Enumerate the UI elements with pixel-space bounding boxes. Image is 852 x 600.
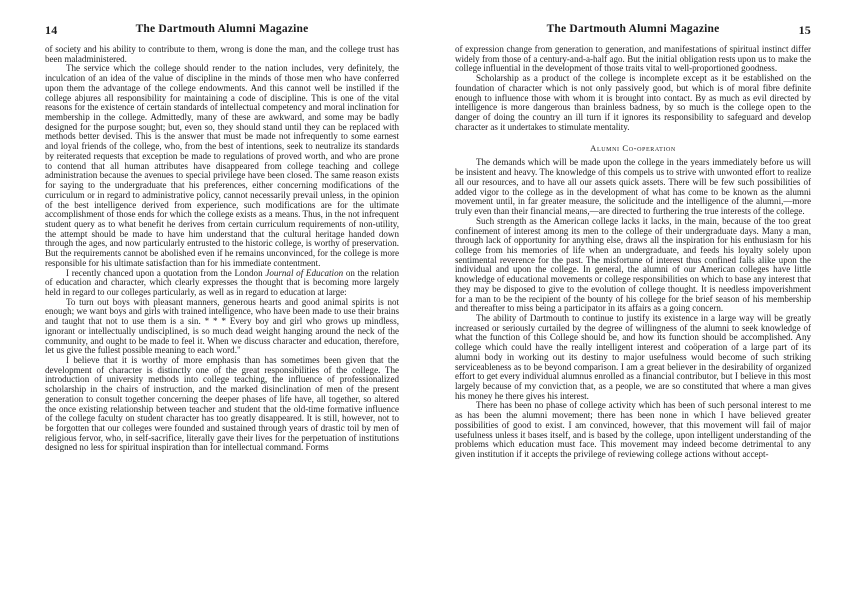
paragraph: of society and his ability to contribute to them, wrong is done the man, and the college trust has been maladministered. — [45, 44, 399, 64]
left-page — [45, 0, 399, 600]
page-body — [45, 45, 399, 453]
paragraph-quotation-intro — [45, 269, 399, 298]
page-body — [455, 45, 811, 460]
paragraph: The service which the college should render to the nation includes, very definitely, the inculcation of an idea of the value of discipline in the minds of those men who have conferred upon them the advantage of the college endowments. And this cannot well be instilled if the college abjures all responsibility for maintaining a code of discipline. This is one of the vital reasons for the existence of certain standards of intellectual competency and moral inclination for membership in the college. Admittedly, many of these are awkward, and some may be badly designed for the purpose sought; but, even so, they should stand until they can be replaced with methods better devised. This is the answer that must be made not infrequently to some earnest and loyal friends of the college, who, from the best of intentions, seek to neutralize its standards by reiterated requests that exception be made to regulations of proved worth, and who are prone to contend that all human attributes have disappeared from college teaching and college administration because the avenues to special privilege have been closed. The same reason exists for saying to the undergraduate that his preferences, either concerning modifications of the curriculum or in regard to administrative policy, cannot necessarily prevail unless, in the opinion of the best intelligence derived from experience, such modifications are for the ultimate accomplishment of those ends for which the college exists as a means. Thus, in the not infrequent student query as to what benefit he derives from certain curriculum requirements of non-utility, the attempt should be made to have him understand that the cultural heritage handed down through the ages, and now particularly entrusted to the historic college, is worthy of preservation. But the requirements cannot be abolished even if he remains unconvinced, for the college is more responsible for his ultimate satisfaction than for his immediate contentment. — [45, 63, 399, 268]
paragraph: of expression change from generation to generation, and manifestations of spiritual instinct differ widely from those of a century-and-a-half ago. But the initial obligation rests upon us to make the college influential in the development of those traits vital to well-proportioned goodness. — [455, 44, 811, 74]
block-quotation: To turn out boys with pleasant manners, generous hearts and good animal spirits is not enough; we want boys and girls with trained intelligence, who have been made to use their brains and taught that not to use them is a sin. * * * Every boy and girl who grows up mindless, ignorant or intellectually undisciplined, is so much dead weight hanging around the neck of the community, and ought to be made to feel it. When we discuss character and education, therefore, let us give the fullest possible meaning to each word." — [45, 296, 399, 356]
right-page — [455, 0, 811, 600]
paragraph: Scholarship as a product of the college is incomplete except as it be established on the foundation of character which is not only passively good, but which is of moral fibre definite enough to influence those with whom it is brought into contact. By as much as evil directed by intelligence is more dangerous than brainless badness, by so much is the college open to the danger of doing the country an ill turn if it ignores its responsibility to safeguard and develop character as it undertakes to stimulate mentality. — [455, 73, 811, 132]
paragraph: The demands which will be made upon the college in the years immediately before us will be insistent and heavy. The knowledge of this compels us to strive with unwonted effort to realize all our resources, and to have all our assets quick assets. There will be few such possibilities of added vigor to the college as in the development of what has come to be known as the alumni movement until, in far greater measure, the solicitude and the intelligence of the alumni,—more truly even than their financial means,—are directed to furthering the true interests of the college. — [455, 157, 811, 217]
paragraph: I believe that it is worthy of more emphasis than has sometimes been given that the development of character is distinctly one of the great responsibilities of the college. The introduction of university methods into college teaching, the influence of professionalized scholarship in the chairs of instruction, and the marked disinclination of men of the present generation to consult together concerning the deeper phases of life have, all together, so altered the once existing relationship between teacher and student that the old-time formative influence of the college faculty on student character has too greatly disappeared. It is still, however, not to be forgotten that our colleges were founded and sustained through years of drastic toil by men of religious fervor, who, in self-sacrifice, literally gave their lives for the perpetuation of institutions designed no less for spiritual inspiration than for intellectual command. Forms — [45, 355, 399, 453]
page-header — [455, 23, 811, 39]
paragraph: Such strength as the American college lacks it lacks, in the main, because of the too great confinement of interest among its men to the college of their undergraduate days. Many a man, through lack of opportunity for anything else, draws all the inspiration for his enthusiasm for his college from his memories of life when an undergraduate, and feeds his loyalty solely upon sentimental reverence for the past. The misfortune of interest thus confined falls alike upon the individual and upon the college. In general, the alumni of our American colleges have little knowledge of educational movements or college responsibilities on which to base any interest that they may be disposed to give to the evolution of college thought. It is needless impoverishment for a man to be the recipient of the bounty of his college for the brief season of his membership and thereafter to miss being a participator in its affairs as a going concern. — [455, 215, 812, 314]
paragraph: There has been no phase of college activity which has been of such personal interest to me as has been the alumni movement; there has been none in which I have believed greater possibilities of good to exist. I am convinced, however, that this movement will fail of major usefulness unless it bases itself, and is based by the college, upon intelligent understanding of the problems which education must face. This movement may indeed become detrimental to any given institution if it accepts the privilege of reviewing college actions without accept- — [455, 400, 811, 460]
running-title: The Dartmouth Alumni Magazine — [546, 23, 720, 35]
journal-title: Journal of Education — [265, 267, 344, 278]
text: I recently chanced upon a quotation from the London — [66, 267, 266, 278]
page-number: 15 — [798, 23, 811, 37]
page-number: 14 — [45, 23, 58, 37]
section-heading: Alumni Co-operation — [590, 143, 676, 154]
text: on the relation of education and character, which clearly expresses the thought that is becoming more largely held in regard to our colleges particularly, as well as in regard to education at large: — [45, 267, 400, 297]
page-header — [45, 23, 399, 39]
paragraph: The ability of Dartmouth to continue to justify its existence in a large way will be greatly increased or seriously curtailed by the degree of willingness of the alumni to seek knowledge of what the function of this College should be, and how its function should be accomplished. Any college which could have the really intelligent interest and coöperation of a large part of its alumni body in working out its destiny to major usefulness would become of such striking serviceableness as to be beyond comparison. I am a great believer in the desirability of organized effort to get every individual alumnus enrolled as a financial contributor, but I believe in this most largely because of my conviction that, as a people, we are so constituted that where a man gives his money he there gives his interest. — [455, 312, 811, 401]
running-title: The Dartmouth Alumni Magazine — [135, 23, 309, 35]
